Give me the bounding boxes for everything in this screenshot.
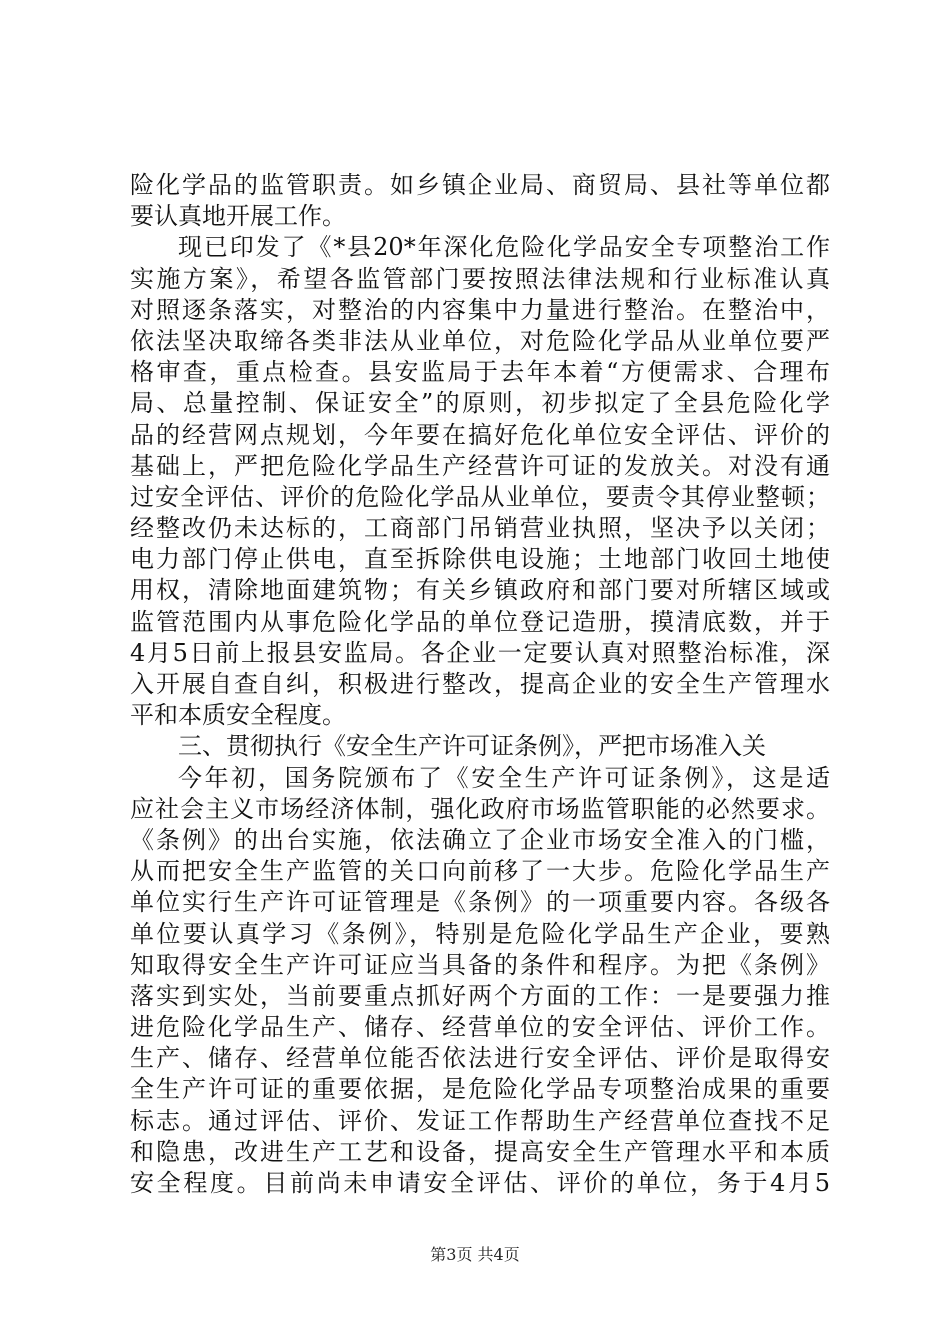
- text-line: 局、总量控制、保证安全”的原则，初步拟定了全县危险化学: [130, 389, 830, 418]
- text-line: 和隐患，改进生产工艺和设备，提高安全生产管理水平和本质: [130, 1137, 830, 1166]
- text-line: 平和本质安全程度。: [130, 701, 346, 730]
- text-line: 对照逐条落实，对整治的内容集中力量进行整治。在整治中，: [130, 295, 830, 324]
- text-line: 电力部门停止供电，直至拆除供电设施；土地部门收回土地使: [130, 545, 830, 574]
- text-line: 生产、储存、经营单位能否依法进行安全评估、评价是取得安: [130, 1044, 830, 1073]
- text-line: 基础上，严把危险化学品生产经营许可证的发放关。对没有通: [130, 451, 830, 480]
- text-line: 品的经营网点规划，今年要在搞好危化单位安全评估、评价的: [130, 420, 830, 449]
- text-line: 单位要认真学习《条例》，特别是危险化学品生产企业，要熟: [130, 919, 830, 948]
- text-line: 应社会主义市场经济体制，强化政府市场监管职能的必然要求。: [130, 794, 830, 823]
- text-line: 经整改仍未达标的，工商部门吊销营业执照，坚决予以关闭；: [130, 514, 830, 543]
- text-line: 监管范围内从事危险化学品的单位登记造册，摸清底数，并于: [130, 607, 830, 636]
- text-line: 单位实行生产许可证管理是《条例》的一项重要内容。各级各: [130, 888, 830, 917]
- text-line: 《条例》的出台实施，依法确立了企业市场安全准入的门槛，: [130, 825, 830, 854]
- text-line: 用权，清除地面建筑物；有关乡镇政府和部门要对所辖区域或: [130, 576, 830, 605]
- text-line: 要认真地开展工作。: [130, 202, 346, 231]
- text-line: 入开展自查自纠，积极进行整改，提高企业的安全生产管理水: [130, 670, 830, 698]
- text-line: 进危险化学品生产、储存、经营单位的安全评估、评价工作。: [130, 1013, 830, 1042]
- text-line: 实施方案》，希望各监管部门要按照法律法规和行业标准认真: [130, 264, 830, 293]
- text-line: 知取得安全生产许可证应当具备的条件和程序。为把《条例》: [130, 950, 830, 979]
- text-line: 格审查，重点检查。县安监局于去年本着“方便需求、合理布: [130, 358, 830, 387]
- text-line: 险化学品的监管职责。如乡镇企业局、商贸局、县社等单位都: [130, 171, 830, 199]
- text-line: 过安全评估、评价的危险化学品从业单位，要责令其停业整顿；: [130, 482, 830, 511]
- text-line: 今年初，国务院颁布了《安全生产许可证条例》，这是适: [178, 763, 830, 792]
- text-line: 全生产许可证的重要依据，是危险化学品专项整治成果的重要: [130, 1075, 830, 1104]
- section-heading: 三、贯彻执行《安全生产许可证条例》，严把市场准入关: [178, 732, 766, 761]
- body-text: [130, 170, 830, 1199]
- page-footer: 第3页 共4页: [430, 1245, 520, 1264]
- text-line: 现已印发了《*县20*年深化危险化学品安全专项整治工作: [178, 233, 830, 262]
- text-line: 4月5日前上报县安监局。各企业一定要认真对照整治标准，深: [130, 638, 830, 667]
- text-line: 标志。通过评估、评价、发证工作帮助生产经营单位查找不足: [130, 1106, 830, 1135]
- text-line: 从而把安全生产监管的关口向前移了一大步。危险化学品生产: [130, 857, 830, 886]
- text-line: 落实到实处，当前要重点抓好两个方面的工作：一是要强力推: [130, 981, 830, 1010]
- text-line: 安全程度。目前尚未申请安全评估、评价的单位，务于4月5: [130, 1169, 830, 1197]
- text-line: 依法坚决取缔各类非法从业单位，对危险化学品从业单位要严: [130, 326, 830, 355]
